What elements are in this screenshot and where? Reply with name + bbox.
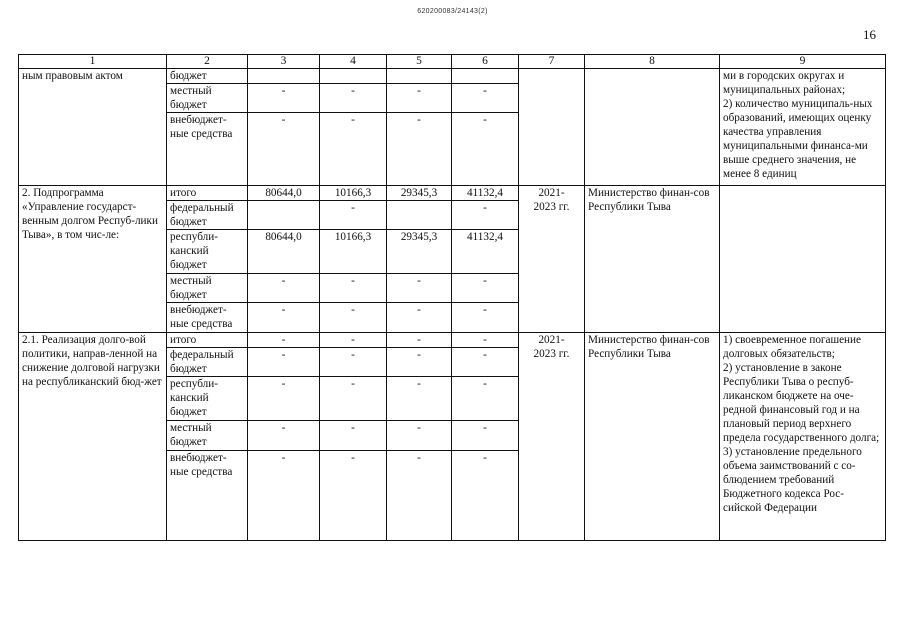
amount-c3: -: [248, 303, 320, 333]
funding-source: бюджет: [167, 69, 248, 84]
amount-c6: -: [452, 274, 519, 303]
amount-c5: -: [387, 377, 452, 421]
funding-source: федеральный бюджет: [167, 348, 248, 377]
col-header-7: 7: [519, 55, 585, 69]
amount-c3: -: [248, 377, 320, 421]
table-row: [19, 69, 886, 84]
amount-c3: -: [248, 84, 320, 113]
amount-c5: [387, 69, 452, 84]
col-header-2: 2: [167, 55, 248, 69]
table-row: [19, 333, 886, 348]
col-header-6: 6: [452, 55, 519, 69]
amount-c6: -: [452, 451, 519, 541]
implementation-period: 2021- 2023 гг.: [519, 186, 585, 333]
col-header-3: 3: [248, 55, 320, 69]
block-normative-act: [19, 69, 886, 186]
responsible-executor: [585, 69, 720, 186]
amount-c5: -: [387, 333, 452, 348]
item-name: 2.1. Реализация долго-вой политики, направ-ленной на снижение долговой нагрузки на республиканский бюд-жет: [19, 333, 167, 541]
amount-c3: -: [248, 348, 320, 377]
amount-c6: -: [452, 377, 519, 421]
document-id: 620200083/24143(2): [417, 8, 488, 15]
amount-c4: -: [320, 303, 387, 333]
funding-source: итого: [167, 186, 248, 201]
funding-source: внебюджет-ные средства: [167, 303, 248, 333]
amount-c6: -: [452, 348, 519, 377]
amount-c6: [452, 69, 519, 84]
funding-source: федеральный бюджет: [167, 201, 248, 230]
funding-source: внебюджет-ные средства: [167, 113, 248, 186]
item-name: 2. Подпрограмма «Управление государст-венным долгом Респуб-лики Тыва», в том чис-ле:: [19, 186, 167, 333]
col-header-1: 1: [19, 55, 167, 69]
page-number: 16: [863, 27, 876, 42]
amount-c4: -: [320, 333, 387, 348]
amount-c5: [387, 201, 452, 230]
amount-c3: -: [248, 274, 320, 303]
amount-c6: 41132,4: [452, 230, 519, 274]
responsible-executor: Министерство финан-сов Республики Тыва: [585, 186, 720, 333]
amount-c4: -: [320, 377, 387, 421]
amount-c3: 80644,0: [248, 230, 320, 274]
amount-c3: -: [248, 421, 320, 451]
expected-result: [720, 186, 886, 333]
amount-c3: -: [248, 333, 320, 348]
block-measure-2-1: [19, 333, 886, 541]
funding-source: местный бюджет: [167, 274, 248, 303]
amount-c6: -: [452, 113, 519, 186]
amount-c3: 80644,0: [248, 186, 320, 201]
amount-c3: -: [248, 451, 320, 541]
amount-c4: 10166,3: [320, 186, 387, 201]
implementation-period: [519, 69, 585, 186]
col-header-5: 5: [387, 55, 452, 69]
amount-c4: 10166,3: [320, 230, 387, 274]
amount-c5: -: [387, 303, 452, 333]
amount-c3: [248, 201, 320, 230]
expected-result: ми в городских округах и муниципальных районах; 2) количество муниципаль-ных образований, имеющих оценку качества управления муниципальными финанса-ми выше среднего значения, не менее 8 единиц: [720, 69, 886, 186]
amount-c5: -: [387, 421, 452, 451]
amount-c3: -: [248, 113, 320, 186]
column-number-row: [19, 55, 886, 69]
amount-c5: -: [387, 274, 452, 303]
funding-source: местный бюджет: [167, 421, 248, 451]
amount-c4: [320, 69, 387, 84]
funding-source: местный бюджет: [167, 84, 248, 113]
item-name: ным правовым актом: [19, 69, 167, 186]
implementation-period: 2021- 2023 гг.: [519, 333, 585, 541]
amount-c6: -: [452, 201, 519, 230]
amount-c4: -: [320, 84, 387, 113]
funding-source: итого: [167, 333, 248, 348]
amount-c5: -: [387, 84, 452, 113]
amount-c5: -: [387, 451, 452, 541]
amount-c6: -: [452, 333, 519, 348]
amount-c4: -: [320, 113, 387, 186]
table-row: [19, 186, 886, 201]
block-subprogram-2: [19, 186, 886, 333]
funding-source: республи-канский бюджет: [167, 377, 248, 421]
expected-result: 1) своевременное погашение долговых обязательств; 2) установление в законе Республики Тыва о респуб-ликанском бюджете на оче-редной финансовый год и на плановый период верхнего предела государственного долга; 3) установление предельного объема заимствований с со-блюдением требований Бюджетного кодекса Рос-сийской Федерации: [720, 333, 886, 541]
amount-c6: -: [452, 421, 519, 451]
amount-c4: -: [320, 201, 387, 230]
amount-c3: [248, 69, 320, 84]
amount-c5: 29345,3: [387, 186, 452, 201]
amount-c4: -: [320, 348, 387, 377]
amount-c6: -: [452, 84, 519, 113]
amount-c5: -: [387, 113, 452, 186]
program-table: [18, 54, 886, 541]
col-header-4: 4: [320, 55, 387, 69]
amount-c6: -: [452, 303, 519, 333]
col-header-8: 8: [585, 55, 720, 69]
amount-c4: -: [320, 274, 387, 303]
amount-c5: -: [387, 348, 452, 377]
funding-source: внебюджет-ные средства: [167, 451, 248, 541]
amount-c4: -: [320, 421, 387, 451]
col-header-9: 9: [720, 55, 886, 69]
funding-source: республи-канский бюджет: [167, 230, 248, 274]
amount-c4: -: [320, 451, 387, 541]
amount-c6: 41132,4: [452, 186, 519, 201]
amount-c5: 29345,3: [387, 230, 452, 274]
responsible-executor: Министерство финан-сов Республики Тыва: [585, 333, 720, 541]
